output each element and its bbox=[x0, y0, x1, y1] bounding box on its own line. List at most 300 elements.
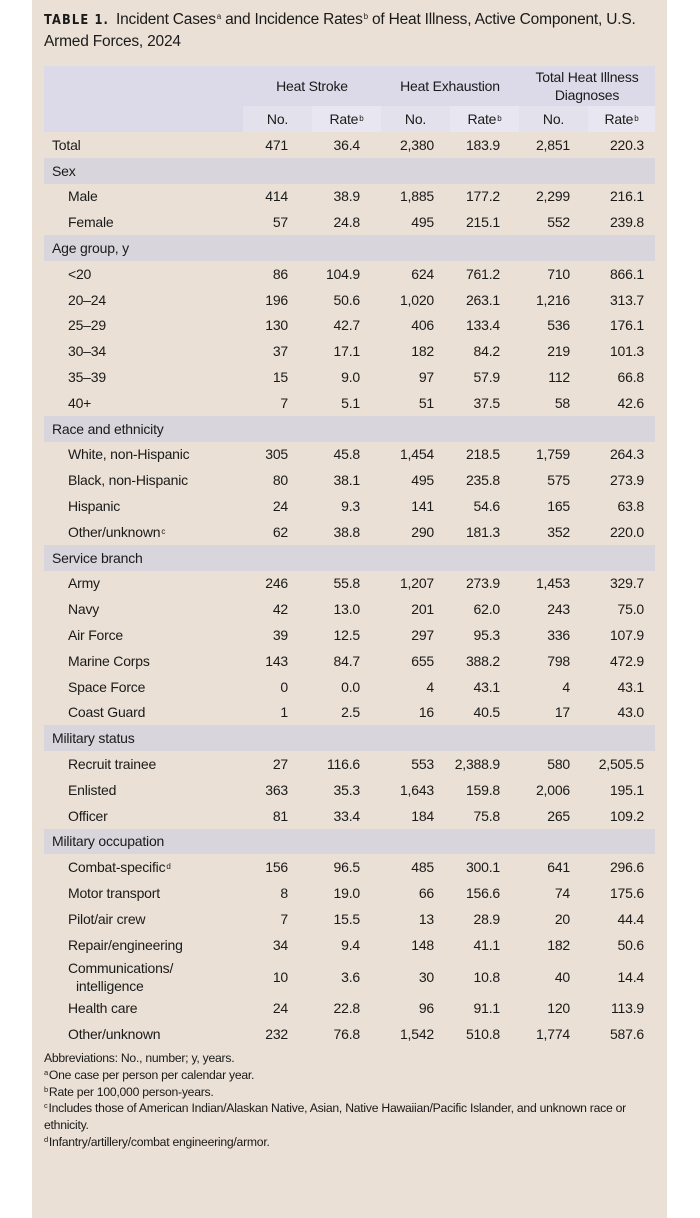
cell-heat-stroke-no: 57 bbox=[272, 214, 288, 231]
cell-total-rate: 75.0 bbox=[617, 601, 644, 618]
cell-heat-exhaustion-no: 141 bbox=[411, 498, 434, 515]
cell-total-rate: 239.8 bbox=[609, 214, 644, 231]
footnote bbox=[44, 1084, 664, 1101]
cell-heat-stroke-no: 196 bbox=[265, 291, 288, 308]
cell-heat-stroke-no: 42 bbox=[272, 601, 288, 618]
cell-total-rate: 220.0 bbox=[609, 523, 644, 540]
row-label-text: Military occupation bbox=[52, 833, 165, 850]
cell-total-no: 120 bbox=[547, 1000, 570, 1017]
cell-heat-stroke-rate: 36.4 bbox=[333, 136, 360, 153]
cell-heat-exhaustion-no: 51 bbox=[418, 394, 434, 411]
cell-heat-exhaustion-no: 495 bbox=[411, 472, 434, 489]
cell-heat-stroke-rate: 96.5 bbox=[333, 859, 360, 876]
data-table bbox=[44, 66, 655, 1047]
cell-heat-exhaustion-no: 495 bbox=[411, 214, 434, 231]
footnote-marker: a bbox=[44, 1067, 48, 1077]
row-label bbox=[68, 906, 145, 932]
cell-total-no: 1,759 bbox=[535, 446, 570, 463]
section-header-row bbox=[44, 416, 655, 442]
cell-heat-stroke-no: 7 bbox=[280, 394, 288, 411]
cell-heat-exhaustion-rate: 159.8 bbox=[465, 781, 500, 798]
row-label-wrap bbox=[68, 959, 173, 995]
row-label-text: Total bbox=[52, 136, 81, 153]
cell-total-no: 17 bbox=[554, 704, 570, 721]
cell-heat-stroke-rate: 12.5 bbox=[333, 627, 360, 644]
cell-total-no: 336 bbox=[547, 627, 570, 644]
cell-total-rate: 587.6 bbox=[609, 1026, 644, 1043]
cell-heat-exhaustion-rate: 43.1 bbox=[473, 678, 500, 695]
row-label bbox=[68, 958, 173, 996]
cell-heat-stroke-rate: 3.6 bbox=[341, 968, 360, 985]
section-label bbox=[52, 725, 135, 751]
row-label bbox=[68, 390, 91, 416]
row-label-text: Army bbox=[68, 575, 100, 592]
table-row bbox=[44, 700, 655, 726]
row-label bbox=[68, 364, 106, 390]
cell-heat-exhaustion-no: 297 bbox=[411, 627, 434, 644]
footnote bbox=[44, 1050, 664, 1067]
row-label-text: Air Force bbox=[68, 627, 123, 644]
row-label-text: <20 bbox=[68, 265, 92, 282]
row-label bbox=[52, 132, 81, 158]
row-label bbox=[68, 803, 108, 829]
cell-total-rate: 216.1 bbox=[609, 188, 644, 205]
row-label-text: Navy bbox=[68, 601, 100, 618]
cell-total-rate: 107.9 bbox=[609, 627, 644, 644]
cell-heat-exhaustion-rate: 388.2 bbox=[465, 652, 500, 669]
table-row bbox=[44, 622, 655, 648]
cell-total-no: 352 bbox=[547, 523, 570, 540]
cell-heat-stroke-rate: 38.9 bbox=[333, 188, 360, 205]
row-label bbox=[68, 674, 145, 700]
cell-total-rate: 313.7 bbox=[609, 291, 644, 308]
title-part-1: Incident Cases bbox=[116, 11, 216, 28]
cell-heat-exhaustion-rate: 41.1 bbox=[473, 936, 500, 953]
cell-total-no: 2,299 bbox=[535, 188, 570, 205]
title-part-3: of Heat Illness, Active Component, U.S. Armed Forces, 2024 bbox=[44, 11, 636, 50]
cell-heat-exhaustion-no: 13 bbox=[418, 910, 434, 927]
cell-heat-stroke-rate: 50.6 bbox=[333, 291, 360, 308]
row-label: Combat-specific d bbox=[68, 859, 171, 876]
row-label-text: Military status bbox=[52, 730, 135, 747]
row-label bbox=[68, 751, 156, 777]
row-label bbox=[68, 596, 99, 622]
row-label bbox=[68, 338, 106, 364]
section-header-row bbox=[44, 829, 655, 855]
footnote-marker: d bbox=[44, 1134, 48, 1144]
cell-total-rate: 109.2 bbox=[609, 807, 644, 824]
row-label-text: Race and ethnicity bbox=[52, 420, 164, 437]
subheader-no-label: No. bbox=[404, 111, 427, 127]
cell-heat-exhaustion-no: 1,454 bbox=[399, 446, 434, 463]
cell-heat-exhaustion-rate: 235.8 bbox=[465, 472, 500, 489]
table-row bbox=[44, 442, 655, 468]
row-label-text: 35–39 bbox=[68, 369, 106, 386]
row-label bbox=[68, 996, 137, 1022]
cell-heat-stroke-no: 24 bbox=[272, 498, 288, 515]
row-label-text: Age group, y bbox=[52, 240, 129, 257]
cell-heat-exhaustion-no: 1,885 bbox=[399, 188, 434, 205]
cell-total-rate: 2,505.5 bbox=[598, 756, 644, 773]
cell-heat-stroke-rate: 33.4 bbox=[333, 807, 360, 824]
cell-heat-stroke-rate: 42.7 bbox=[333, 317, 360, 334]
section-header-row bbox=[44, 725, 655, 751]
cell-total-rate: 176.1 bbox=[609, 317, 644, 334]
cell-total-rate: 63.8 bbox=[617, 498, 644, 515]
table-row bbox=[44, 777, 655, 803]
cell-heat-exhaustion-rate: 156.6 bbox=[465, 885, 500, 901]
footnote-text: Infantry/artillery/combat engineering/armor. bbox=[48, 1134, 270, 1149]
cell-total-no: 1,453 bbox=[535, 575, 570, 592]
section-label bbox=[52, 235, 129, 261]
table-row bbox=[44, 854, 655, 880]
cell-heat-exhaustion-rate: 84.2 bbox=[473, 343, 500, 360]
cell-heat-stroke-rate: 116.6 bbox=[327, 756, 360, 773]
cell-heat-exhaustion-rate: 57.9 bbox=[473, 369, 500, 386]
cell-total-no: 641 bbox=[547, 859, 570, 876]
table-row bbox=[44, 674, 655, 700]
cell-total-no: 2,851 bbox=[535, 136, 570, 153]
footnote-text: Abbreviations: No., number; y, years. bbox=[44, 1051, 235, 1065]
row-label bbox=[68, 261, 91, 287]
table-title bbox=[44, 9, 659, 52]
cell-total-rate: 44.4 bbox=[617, 910, 644, 927]
row-label bbox=[68, 287, 106, 313]
table-row bbox=[44, 996, 655, 1022]
cell-heat-exhaustion-no: 30 bbox=[418, 968, 434, 985]
row-label bbox=[68, 571, 100, 597]
row-label-text: 30–34 bbox=[68, 343, 106, 360]
cell-total-rate: 175.6 bbox=[609, 885, 644, 901]
row-label-text: Communications/ bbox=[68, 959, 174, 976]
row-label-text: Female bbox=[68, 214, 114, 231]
table-row bbox=[44, 519, 655, 545]
cell-total-rate: 66.8 bbox=[617, 369, 644, 386]
cell-total-no: 798 bbox=[547, 652, 570, 669]
row-label bbox=[68, 648, 150, 674]
subheader-rate: Rate b bbox=[312, 106, 381, 132]
cell-total-rate: 472.9 bbox=[609, 652, 644, 669]
cell-heat-exhaustion-rate: 300.1 bbox=[465, 859, 500, 876]
cell-heat-exhaustion-no: 485 bbox=[411, 859, 434, 876]
cell-total-no: 112 bbox=[548, 369, 570, 386]
cell-total-no: 580 bbox=[547, 756, 570, 773]
section-header-row bbox=[44, 158, 655, 184]
table-row bbox=[44, 648, 655, 674]
cell-heat-stroke-rate: 19.0 bbox=[333, 885, 360, 901]
cell-total-no: 40 bbox=[554, 968, 570, 985]
cell-heat-stroke-rate: 55.8 bbox=[333, 575, 360, 592]
row-label bbox=[68, 442, 189, 468]
footnote-marker: c bbox=[44, 1101, 48, 1111]
cell-heat-exhaustion-rate: 273.9 bbox=[465, 575, 500, 592]
table-row bbox=[44, 313, 655, 339]
subheader-rate-label: Rate bbox=[329, 111, 359, 127]
cell-heat-stroke-no: 0 bbox=[280, 678, 288, 695]
cell-total-rate: 101.3 bbox=[609, 343, 644, 360]
footnote bbox=[44, 1067, 664, 1084]
cell-total-rate: 195.1 bbox=[609, 781, 644, 798]
subheader-rate-label: Rate bbox=[467, 111, 497, 127]
cell-heat-stroke-rate: 22.8 bbox=[333, 1000, 360, 1017]
column-group-heat-stroke: Heat Stroke bbox=[276, 78, 348, 94]
row-label-text: Motor transport bbox=[68, 885, 160, 901]
row-label bbox=[68, 932, 183, 958]
cell-heat-stroke-no: 24 bbox=[272, 1000, 288, 1017]
row-label bbox=[68, 313, 106, 339]
table-row bbox=[44, 287, 655, 313]
cell-heat-exhaustion-rate: 215.1 bbox=[465, 214, 500, 231]
row-label bbox=[68, 1021, 160, 1047]
cell-heat-stroke-no: 34 bbox=[272, 936, 288, 953]
row-label-text: Enlisted bbox=[68, 781, 117, 798]
cell-total-rate: 866.1 bbox=[609, 265, 644, 282]
cell-heat-exhaustion-no: 1,643 bbox=[399, 781, 434, 798]
cell-heat-exhaustion-no: 1,020 bbox=[399, 291, 434, 308]
cell-heat-stroke-no: 363 bbox=[265, 781, 288, 798]
cell-heat-stroke-rate: 5.1 bbox=[341, 394, 360, 411]
cell-total-rate: 50.6 bbox=[617, 936, 644, 953]
cell-heat-exhaustion-rate: 177.2 bbox=[465, 188, 500, 205]
cell-heat-exhaustion-no: 553 bbox=[411, 756, 434, 773]
table-row bbox=[44, 364, 655, 390]
table-row bbox=[44, 571, 655, 597]
section-label bbox=[52, 416, 164, 442]
row-label: Other/unknown c bbox=[68, 523, 166, 540]
subheader-no bbox=[243, 106, 312, 132]
cell-heat-stroke-no: 143 bbox=[265, 652, 288, 669]
table-row bbox=[44, 906, 655, 932]
cell-heat-stroke-no: 232 bbox=[265, 1026, 288, 1043]
cell-heat-exhaustion-rate: 40.5 bbox=[473, 704, 500, 721]
cell-heat-stroke-rate: 0.0 bbox=[341, 678, 360, 695]
subheader-no-label: No. bbox=[266, 111, 289, 127]
cell-total-no: 1,216 bbox=[535, 291, 570, 308]
cell-total-no: 243 bbox=[547, 601, 570, 618]
cell-heat-exhaustion-no: 148 bbox=[411, 936, 434, 953]
row-label-text: White, non-Hispanic bbox=[68, 446, 190, 463]
row-label-text: Coast Guard bbox=[68, 704, 146, 721]
cell-heat-stroke-no: 10 bbox=[272, 968, 288, 985]
cell-total-rate: 296.6 bbox=[609, 859, 644, 876]
cell-total-rate: 113.9 bbox=[611, 1000, 644, 1017]
footnote-text: One case per person per calendar year. bbox=[48, 1067, 255, 1082]
cell-heat-stroke-rate: 38.8 bbox=[333, 523, 360, 540]
footnote-text: Rate per 100,000 person-years. bbox=[48, 1084, 214, 1099]
table-row bbox=[44, 880, 655, 906]
cell-heat-stroke-no: 246 bbox=[265, 575, 288, 592]
cell-heat-exhaustion-no: 406 bbox=[411, 317, 434, 334]
column-group-total-heat-illness: Total Heat Illness Diagnoses bbox=[535, 69, 639, 103]
section-label bbox=[52, 158, 76, 184]
subheader-no-label: No. bbox=[542, 111, 565, 127]
section-header-row bbox=[44, 545, 655, 571]
cell-heat-stroke-no: 27 bbox=[272, 756, 288, 773]
cell-total-no: 165 bbox=[547, 498, 570, 515]
row-label bbox=[68, 493, 120, 519]
subheader-rate: Rate b bbox=[450, 106, 519, 132]
cell-heat-exhaustion-no: 1,207 bbox=[399, 575, 434, 592]
cell-total-rate: 264.3 bbox=[609, 446, 644, 463]
row-label-text: Recruit trainee bbox=[68, 756, 157, 773]
cell-heat-exhaustion-rate: 510.8 bbox=[465, 1026, 500, 1043]
cell-heat-stroke-rate: 2.5 bbox=[341, 704, 360, 721]
cell-heat-exhaustion-no: 201 bbox=[411, 601, 434, 618]
footnote bbox=[44, 1134, 664, 1151]
subheader-no bbox=[381, 106, 450, 132]
table-row bbox=[44, 184, 655, 210]
cell-total-no: 575 bbox=[547, 472, 570, 489]
row-label-text: 25–29 bbox=[68, 317, 106, 334]
cell-heat-stroke-no: 15 bbox=[272, 369, 288, 386]
table-row bbox=[44, 958, 655, 996]
row-label-text: Other/unknown bbox=[68, 523, 161, 540]
cell-total-rate: 43.1 bbox=[617, 678, 644, 695]
row-label bbox=[68, 184, 98, 210]
table-row bbox=[44, 1021, 655, 1047]
cell-total-no: 536 bbox=[547, 317, 570, 334]
cell-total-no: 1,774 bbox=[535, 1026, 570, 1043]
cell-total-no: 20 bbox=[554, 910, 570, 927]
table-row bbox=[44, 209, 655, 235]
cell-heat-stroke-rate: 13.0 bbox=[333, 601, 360, 618]
title-part-2: and Incidence Rates bbox=[225, 11, 363, 28]
cell-total-no: 74 bbox=[554, 885, 570, 901]
row-label-text: Space Force bbox=[68, 678, 146, 695]
row-label bbox=[68, 622, 123, 648]
footnotes bbox=[44, 1050, 664, 1151]
cell-heat-exhaustion-rate: 91.1 bbox=[473, 1000, 500, 1017]
cell-total-rate: 42.6 bbox=[617, 394, 644, 411]
cell-heat-exhaustion-no: 184 bbox=[411, 807, 434, 824]
subheader-rate: Rate b bbox=[588, 106, 655, 132]
row-label bbox=[68, 700, 145, 726]
cell-total-rate: 273.9 bbox=[609, 472, 644, 489]
cell-heat-stroke-rate: 9.4 bbox=[341, 936, 360, 953]
cell-heat-stroke-rate: 9.3 bbox=[341, 498, 360, 515]
cell-heat-stroke-no: 305 bbox=[265, 446, 288, 463]
cell-heat-stroke-rate: 9.0 bbox=[341, 369, 360, 386]
cell-heat-exhaustion-rate: 181.3 bbox=[465, 523, 500, 540]
row-label-text: Other/unknown bbox=[68, 1026, 161, 1043]
cell-heat-stroke-rate: 24.8 bbox=[333, 214, 360, 231]
cell-heat-stroke-no: 80 bbox=[272, 472, 288, 489]
cell-heat-exhaustion-rate: 2,388.9 bbox=[454, 756, 500, 773]
cell-heat-exhaustion-rate: 761.2 bbox=[465, 265, 500, 282]
table-number: TABLE 1. bbox=[44, 13, 110, 28]
table-panel bbox=[32, 0, 667, 1218]
cell-total-no: 2,006 bbox=[535, 781, 570, 798]
cell-heat-stroke-rate: 35.3 bbox=[333, 781, 360, 798]
section-label bbox=[52, 829, 164, 855]
table-row bbox=[44, 596, 655, 622]
row-label-text: 40+ bbox=[68, 394, 92, 411]
subheader-rate-label: Rate bbox=[604, 111, 634, 127]
table-row bbox=[44, 932, 655, 958]
cell-total-no: 552 bbox=[547, 214, 570, 231]
cell-heat-stroke-no: 414 bbox=[265, 188, 288, 205]
cell-heat-stroke-no: 81 bbox=[272, 807, 288, 824]
cell-heat-exhaustion-rate: 218.5 bbox=[465, 446, 500, 463]
table-row bbox=[44, 803, 655, 829]
footnote-text: Includes those of American Indian/Alaskan Native, Asian, Native Hawaiian/Pacific Islander, and unknown race or ethnicity. bbox=[44, 1101, 626, 1133]
cell-heat-exhaustion-no: 4 bbox=[426, 678, 434, 695]
title-footnote-a: a bbox=[216, 12, 221, 21]
cell-total-no: 219 bbox=[547, 343, 570, 360]
cell-total-rate: 14.4 bbox=[617, 968, 644, 985]
cell-heat-stroke-no: 62 bbox=[272, 523, 288, 540]
table-row bbox=[44, 751, 655, 777]
table-row bbox=[44, 261, 655, 287]
cell-heat-exhaustion-no: 2,380 bbox=[399, 136, 434, 153]
cell-total-no: 265 bbox=[547, 807, 570, 824]
section-header-row bbox=[44, 235, 655, 261]
cell-total-no: 58 bbox=[554, 394, 570, 411]
footnote bbox=[44, 1100, 664, 1134]
section-label bbox=[52, 545, 143, 571]
cell-heat-stroke-rate: 76.8 bbox=[333, 1026, 360, 1043]
cell-heat-exhaustion-no: 96 bbox=[418, 1000, 434, 1017]
cell-total-no: 182 bbox=[547, 936, 570, 953]
table-body bbox=[44, 132, 655, 1047]
cell-heat-stroke-rate: 104.9 bbox=[325, 265, 360, 282]
cell-heat-stroke-rate: 84.7 bbox=[333, 652, 360, 669]
cell-heat-exhaustion-rate: 95.3 bbox=[473, 627, 500, 644]
row-label-text: Repair/engineering bbox=[68, 936, 183, 953]
table-row bbox=[44, 338, 655, 364]
cell-heat-exhaustion-rate: 37.5 bbox=[473, 394, 500, 411]
cell-heat-stroke-no: 1 bbox=[280, 704, 288, 721]
cell-total-rate: 329.7 bbox=[609, 575, 644, 592]
table-row bbox=[44, 467, 655, 493]
row-label-text: Officer bbox=[68, 807, 108, 824]
cell-heat-exhaustion-no: 97 bbox=[418, 369, 434, 386]
row-label bbox=[68, 880, 160, 906]
cell-heat-exhaustion-no: 624 bbox=[411, 265, 434, 282]
cell-heat-stroke-no: 39 bbox=[272, 627, 288, 644]
title-footnote-b: b bbox=[363, 12, 368, 21]
cell-heat-stroke-rate: 15.5 bbox=[333, 910, 360, 927]
table-row bbox=[44, 390, 655, 416]
table-row bbox=[44, 493, 655, 519]
cell-total-no: 4 bbox=[562, 678, 570, 695]
cell-heat-stroke-rate: 17.1 bbox=[333, 343, 360, 360]
cell-heat-stroke-rate: 45.8 bbox=[333, 446, 360, 463]
row-label-text: Pilot/air crew bbox=[68, 910, 146, 927]
cell-total-rate: 220.3 bbox=[609, 136, 644, 153]
row-label-text: Black, non-Hispanic bbox=[68, 472, 188, 489]
cell-heat-exhaustion-no: 182 bbox=[411, 343, 434, 360]
row-label bbox=[68, 209, 113, 235]
row-label bbox=[68, 467, 188, 493]
cell-heat-exhaustion-no: 16 bbox=[418, 704, 434, 721]
row-label-continuation: intelligence bbox=[76, 977, 144, 994]
cell-heat-stroke-no: 130 bbox=[265, 317, 288, 334]
cell-heat-stroke-no: 7 bbox=[280, 910, 288, 927]
row-label-text: Male bbox=[68, 188, 98, 205]
cell-heat-stroke-no: 471 bbox=[265, 136, 288, 153]
cell-heat-exhaustion-rate: 10.8 bbox=[473, 968, 500, 985]
cell-heat-stroke-no: 156 bbox=[265, 859, 288, 876]
row-label-text: 20–24 bbox=[68, 291, 106, 308]
row-label-text: Marine Corps bbox=[68, 652, 150, 669]
cell-heat-exhaustion-rate: 133.4 bbox=[465, 317, 500, 334]
row-label-line bbox=[68, 959, 173, 977]
cell-heat-exhaustion-rate: 75.8 bbox=[473, 807, 500, 824]
row-label-text: Hispanic bbox=[68, 498, 121, 515]
cell-total-no: 710 bbox=[547, 265, 570, 282]
cell-heat-exhaustion-rate: 54.6 bbox=[473, 498, 500, 515]
